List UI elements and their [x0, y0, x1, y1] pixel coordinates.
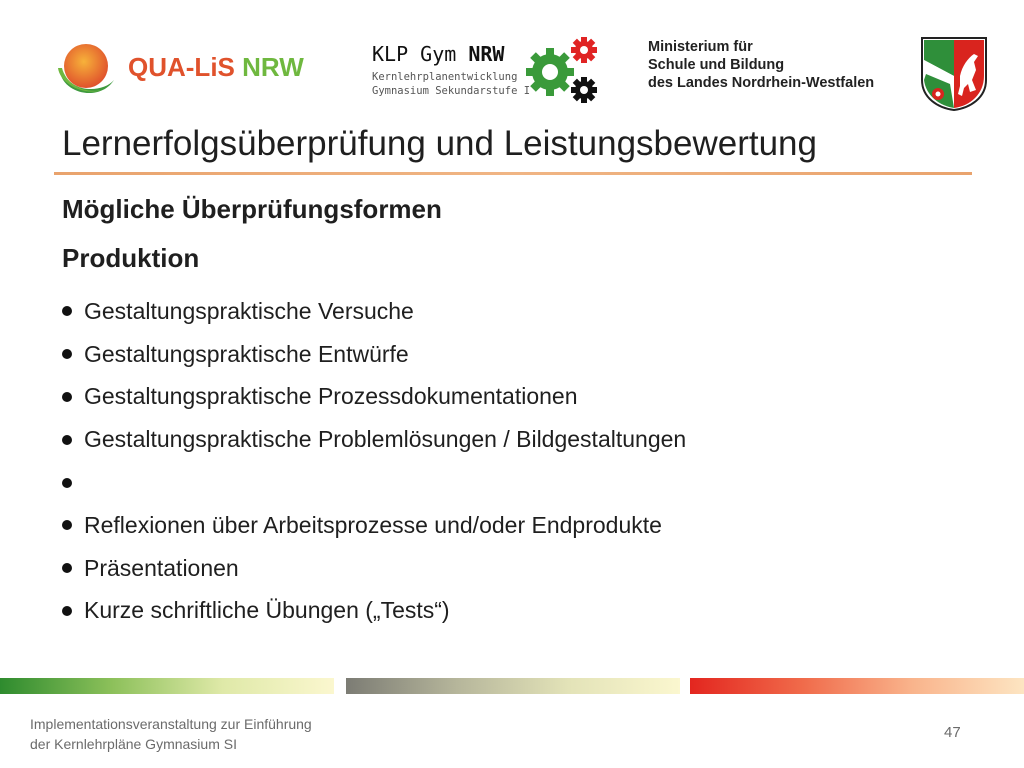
bullet-icon	[62, 606, 72, 616]
ministry-line-2: Schule und Bildung	[648, 57, 785, 73]
klp-subtitle-2: Gymnasium Sekundarstufe I	[372, 85, 531, 97]
klp-title-bold: NRW	[468, 42, 505, 66]
list-item	[60, 333, 686, 376]
bullet-icon	[62, 392, 72, 402]
qualis-name: QUA-LiS	[128, 52, 235, 82]
bullet-icon	[62, 349, 72, 359]
list-item-text: Gestaltungspraktische Problemlösungen / Bildgestaltungen	[84, 426, 687, 453]
list-item	[60, 461, 686, 504]
slide-title: Lernerfolgsüberprüfung und Leistungsbewertung	[62, 124, 817, 163]
section-heading: Mögliche Überprüfungsformen	[62, 194, 442, 224]
list-item	[60, 547, 686, 590]
footer-caption	[30, 714, 312, 754]
list-item	[60, 590, 686, 633]
footer-bar-gray	[346, 678, 680, 694]
list-item-text: Kurze schriftliche Übungen („Tests“)	[84, 597, 450, 624]
list-item-text: Gestaltungspraktische Prozessdokumentationen	[84, 383, 578, 410]
list-item	[60, 418, 686, 461]
list-item	[60, 376, 686, 419]
bullet-icon	[62, 478, 72, 488]
gears-icon	[524, 36, 602, 106]
footer-bar-red	[690, 678, 1024, 694]
qualis-emblem-icon	[54, 38, 120, 104]
title-divider	[54, 172, 972, 175]
nrw-coat-of-arms-icon	[920, 36, 988, 112]
list-item-text: Gestaltungspraktische Versuche	[84, 297, 414, 324]
klp-logo	[372, 42, 530, 98]
list-item-text: Präsentationen	[84, 554, 239, 581]
klp-title	[372, 42, 530, 66]
bullet-icon	[62, 563, 72, 573]
list-item	[60, 290, 686, 333]
bullet-icon	[62, 520, 72, 530]
ministry-line-3: des Landes Nordrhein-Westfalen	[648, 75, 875, 91]
footer-line-2: der Kernlehrpläne Gymnasium SI	[30, 736, 237, 752]
list-item	[60, 504, 686, 547]
qualis-nrw: NRW	[234, 52, 304, 82]
ministry-name	[648, 38, 874, 92]
qualis-wordmark	[128, 52, 304, 83]
bullet-icon	[62, 435, 72, 445]
page-number: 47	[944, 724, 961, 741]
bullet-icon	[62, 306, 72, 316]
subsection-heading: Produktion	[62, 243, 200, 273]
list-item-text: Reflexionen über Arbeitsprozesse und/oder Endprodukte	[84, 511, 662, 538]
list-item-text: Gestaltungspraktische Entwürfe	[84, 340, 409, 367]
ministry-line-1: Ministerium für	[648, 39, 753, 55]
klp-subtitle-1: Kernlehrplanentwicklung	[372, 71, 518, 83]
footer-line-1: Implementationsveranstaltung zur Einführung	[30, 716, 312, 732]
klp-title-light: KLP Gym	[372, 42, 469, 66]
qualis-logo	[54, 38, 304, 104]
footer-bar-green	[0, 678, 334, 694]
bullet-list	[60, 290, 686, 632]
